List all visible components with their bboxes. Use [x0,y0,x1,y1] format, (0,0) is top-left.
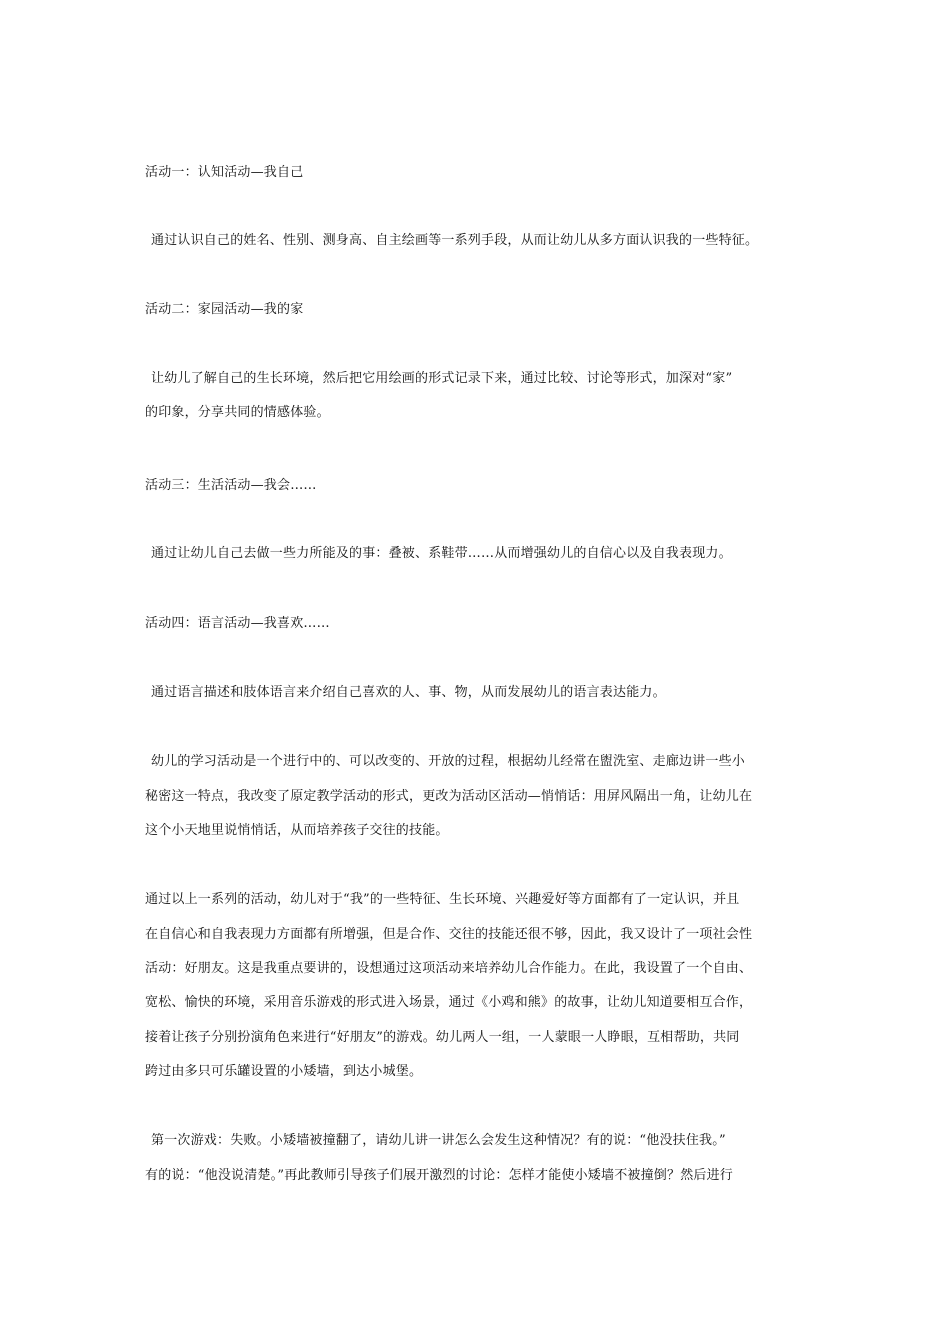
heading-activity-3: 活动三：生活活动—我会…… [145,478,317,493]
paragraph-line: 接着让孩子分别扮演角色来进行“好朋友”的游戏。幼儿两人一组，一人蒙眼一人睁眼，互相帮助，共同 [145,1030,740,1045]
heading-activity-1: 活动一：认知活动—我自己 [145,165,304,180]
paragraph-line: 幼儿的学习活动是一个进行中的、可以改变的、开放的过程，根据幼儿经常在盥洗室、走廊边讲一些小 [151,754,746,769]
heading-activity-4: 活动四：语言活动—我喜欢…… [145,616,330,631]
paragraph-line: 活动：好朋友。这是我重点要讲的，设想通过这项活动来培养幼儿合作能力。在此，我设置了一个自由、 [145,961,753,976]
paragraph-line: 让幼儿了解自己的生长环境，然后把它用绘画的形式记录下来，通过比较、讨论等形式，加深对“家” [151,371,733,386]
paragraph-line: 在自信心和自我表现力方面都有所增强，但是合作、交往的技能还很不够，因此，我又设计了一项社会性 [145,927,753,942]
paragraph-line: 通过语言描述和肢体语言来介绍自己喜欢的人、事、物，从而发展幼儿的语言表达能力。 [151,685,666,700]
paragraph-line: 宽松、愉快的环境，采用音乐游戏的形式进入场景，通过《小鸡和熊》的故事，让幼儿知道要相互合作， [145,995,753,1010]
paragraph-line: 通过认识自己的姓名、性别、测身高、自主绘画等一系列手段，从而让幼儿从多方面认识我的一些特征。 [151,233,759,248]
paragraph-line: 这个小天地里说悄悄话，从而培养孩子交往的技能。 [145,823,449,838]
heading-activity-2: 活动二：家园活动—我的家 [145,302,304,317]
paragraph-line: 第一次游戏：失败。小矮墙被撞翻了，请幼儿讲一讲怎么会发生这种情况？有的说：“他没扶住我。” [151,1133,726,1148]
paragraph-line: 跨过由多只可乐罐设置的小矮墙，到达小城堡。 [145,1064,423,1079]
paragraph-line: 有的说：“他没说清楚。”再此教师引导孩子们展开激烈的讨论：怎样才能使小矮墙不被撞倒？然后进行 [145,1168,733,1183]
paragraph-line: 秘密这一特点，我改变了原定教学活动的形式，更改为活动区活动—悄悄话：用屏风隔出一角，让幼儿在 [145,789,753,804]
paragraph-line: 的印象，分享共同的情感体验。 [145,405,330,420]
paragraph-line: 通过以上一系列的活动，幼儿对于“我”的一些特征、生长环境、兴趣爱好等方面都有了一定认识，并且 [145,892,740,907]
paragraph-line: 通过让幼儿自己去做一些力所能及的事：叠被、系鞋带……从而增强幼儿的自信心以及自我表现力。 [151,546,732,561]
